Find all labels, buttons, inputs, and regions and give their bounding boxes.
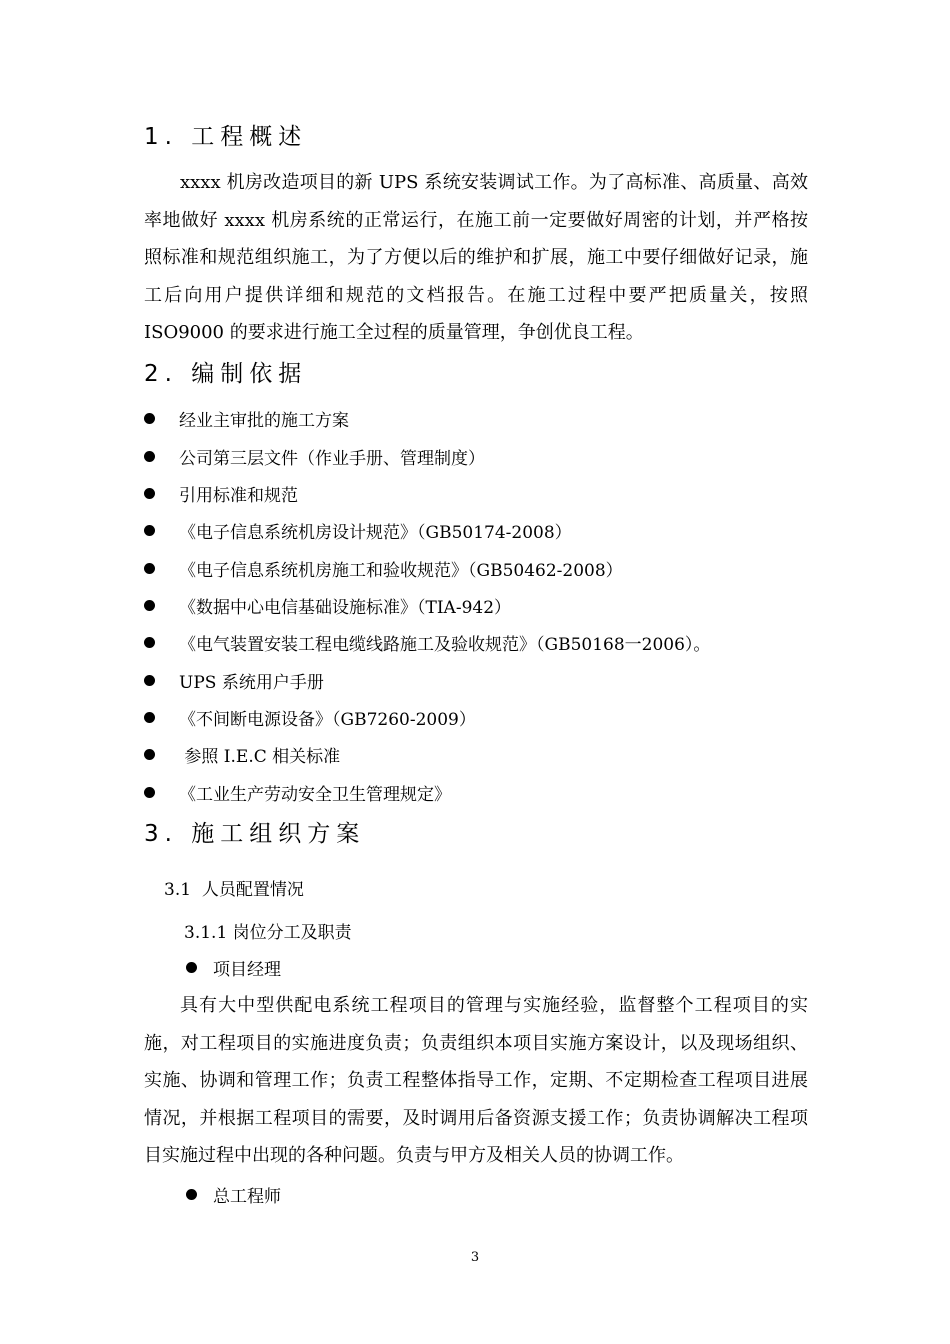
list-item: 《数据中心电信基础设施标准》（TIA-942） (144, 593, 511, 618)
bullet-icon (186, 1189, 197, 1200)
project-manager-description: 具有大中型供配电系统工程项目的管理与实施经验，监督整个工程项目的实施，对工程项目的实施进度负责；负责组织本项目实施方案设计，以及现场组织、实施、协调和管理工作；负责工程整体指导工作，定期、不定期检查工程项目进展情况，并根据工程项目的需要，及时调用后备资源支援工作；负责协调解决工程项目实施过程中出现的各种问题。负责与甲方及相关人员的协调工作。 (144, 995, 808, 1166)
list-item: 《电子信息系统机房设计规范》（GB50174-2008） (144, 518, 572, 543)
bullet-icon (186, 962, 197, 973)
section-1-paragraph: xxxx 机房改造项目的新 UPS 系统安装调试工作。为了高标准、高质量、高效率地做好 xxxx 机房系统的正常运行，在施工前一定要做好周密的计划，并严格按照标准和规范组织施工，为了方便以后的维护和扩展，施工中要仔细做好记录，施工后向用户提供详细和规范的文档报告。在施工过程中要严把质量关，按照 ISO9000 的要求进行施工全过程的质量管理，争创优良工程。 (144, 172, 808, 343)
section-2-heading: 2. 编制依据 (144, 361, 308, 387)
bullet-icon (144, 488, 155, 499)
list-item: 《电子信息系统机房施工和验收规范》（GB50462-2008） (144, 556, 623, 581)
bullet-icon (144, 787, 155, 798)
page-number: 3 (470, 1250, 480, 1265)
bullet-icon (144, 749, 155, 760)
bullet-icon (144, 712, 155, 723)
list-item: UPS 系统用户手册 (144, 668, 324, 693)
list-item: 参照 I.E.C 相关标准 (144, 742, 340, 767)
bullet-icon (144, 525, 155, 536)
section-3-heading: 3. 施工组织方案 (144, 821, 366, 847)
bullet-icon (144, 600, 155, 611)
list-item: 《不间断电源设备》（GB7260-2009） (144, 705, 476, 730)
bullet-icon (144, 675, 155, 686)
bullet-icon (144, 637, 155, 648)
bullet-icon (144, 413, 155, 424)
role-project-manager: 项目经理 (186, 955, 281, 980)
section-1-heading: 1. 工程概述 (144, 124, 308, 150)
bullet-icon (144, 451, 155, 462)
role-chief-engineer: 总工程师 (186, 1182, 281, 1207)
list-item: 《电气装置安装工程电缆线路施工及验收规范》（GB50168一2006）。 (144, 630, 710, 655)
subsection-3-1: 3.1 人员配置情况 (164, 880, 304, 900)
list-item: 引用标准和规范 (144, 481, 298, 506)
list-item: 公司第三层文件（作业手册、管理制度） (144, 444, 485, 469)
list-item: 《工业生产劳动安全卫生管理规定》 (144, 780, 451, 805)
subsection-3-1-1: 3.1.1 岗位分工及职责 (184, 923, 352, 943)
list-item: 经业主审批的施工方案 (144, 406, 349, 431)
bullet-icon (144, 563, 155, 574)
